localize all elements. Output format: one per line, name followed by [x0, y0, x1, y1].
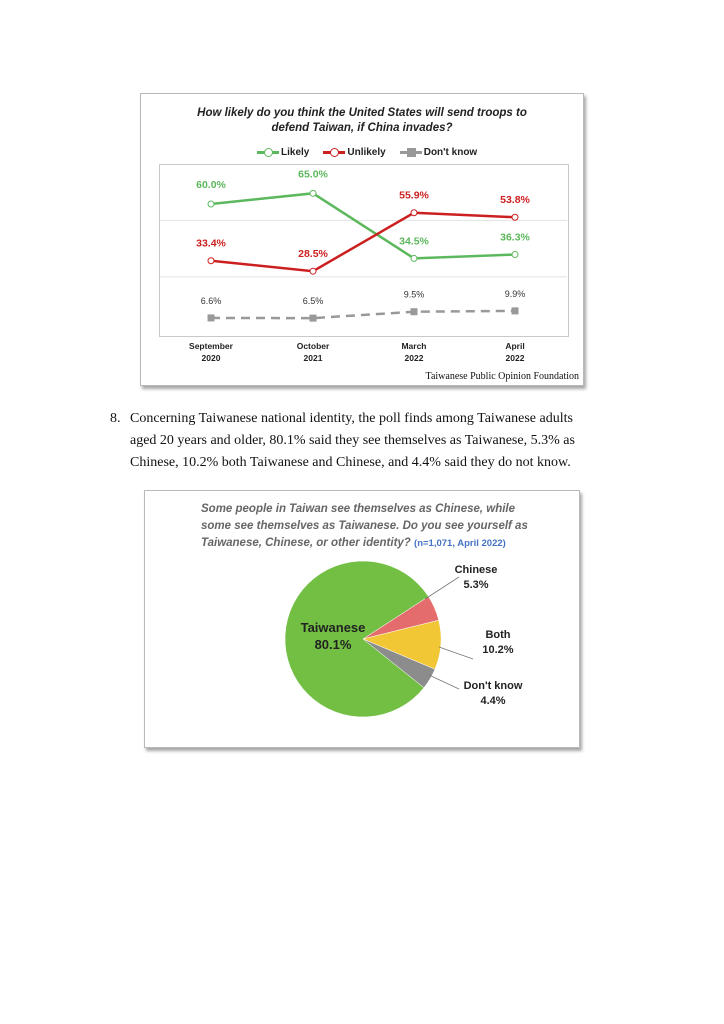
series-line-unlikely [211, 213, 515, 271]
pie-label-taiwanese [293, 619, 373, 653]
sample-note: (n=1,071, April 2022) [414, 538, 506, 549]
question-text: Some people in Taiwan see themselves as Chinese, while some see themselves as Taiwanese. Do you see yourself as Taiwanese, Chinese, or other identity? [201, 503, 528, 549]
slice-value: 80.1% [314, 637, 352, 652]
data-label: 36.3% [500, 231, 530, 244]
data-point [411, 308, 418, 315]
paragraph-number: 8. [110, 411, 121, 426]
data-point [310, 315, 317, 322]
data-point [512, 214, 518, 220]
x-tick-label: September 2020 [189, 341, 233, 363]
data-point [208, 258, 214, 264]
data-point [512, 307, 519, 314]
legend-label: Likely [281, 147, 310, 158]
data-label: 34.5% [399, 235, 429, 248]
data-point [411, 255, 417, 261]
data-point [208, 201, 214, 207]
x-tick-label: October 2021 [296, 341, 330, 363]
data-point [208, 314, 215, 321]
data-label: 6.5% [302, 296, 324, 307]
line-chart-frame [140, 93, 584, 386]
slice-name: Taiwanese [300, 620, 366, 635]
identity-paragraph [110, 408, 590, 474]
legend-label: Unlikely [347, 147, 386, 158]
legend-label: Don't know [423, 147, 478, 158]
x-tick-label: April 2022 [505, 341, 525, 363]
pie-label-both [473, 628, 523, 658]
leader-line [439, 647, 473, 659]
pie-chart-frame [144, 490, 580, 748]
paragraph-text: Concerning Taiwanese national identity, the poll finds among Taiwanese adults aged 20 years and older, 80.1% said they see themselves as Taiwanese, 5.3% as Chinese, 10.2% both Taiwanese and Chinese, and 4.4% said they do not know. [130, 411, 575, 470]
pie-label-don-t-know [461, 679, 525, 709]
series-line-likely [211, 193, 515, 261]
series-line-don-t-know [211, 311, 515, 318]
slice-name: Don't know [463, 680, 523, 692]
data-label: 6.6% [200, 295, 222, 306]
chart-source: Taiwanese Public Opinion Foundation [425, 371, 579, 382]
data-point [411, 210, 417, 216]
data-point [512, 252, 518, 258]
data-label: 60.0% [196, 179, 226, 191]
slice-name: Both [485, 629, 511, 641]
slice-value: 10.2% [482, 644, 514, 656]
slice-value: 5.3% [463, 579, 489, 591]
data-point [310, 268, 316, 274]
data-label: 33.4% [196, 237, 226, 250]
slice-value: 4.4% [480, 695, 506, 707]
leader-line [429, 675, 459, 689]
x-tick-label: March 2022 [401, 341, 427, 363]
data-label: 9.9% [504, 288, 526, 299]
data-label: 9.5% [403, 289, 425, 300]
data-label: 53.8% [500, 194, 530, 207]
data-label: 65.0% [298, 168, 328, 181]
slice-name: Chinese [454, 564, 498, 576]
pie-label-chinese [451, 563, 501, 593]
line-chart-title: How likely do you think the United States will send troops to defend Taiwan, if China invades? [197, 107, 527, 134]
data-point [310, 190, 316, 196]
data-label: 28.5% [298, 248, 328, 261]
data-label: 55.9% [399, 189, 429, 202]
